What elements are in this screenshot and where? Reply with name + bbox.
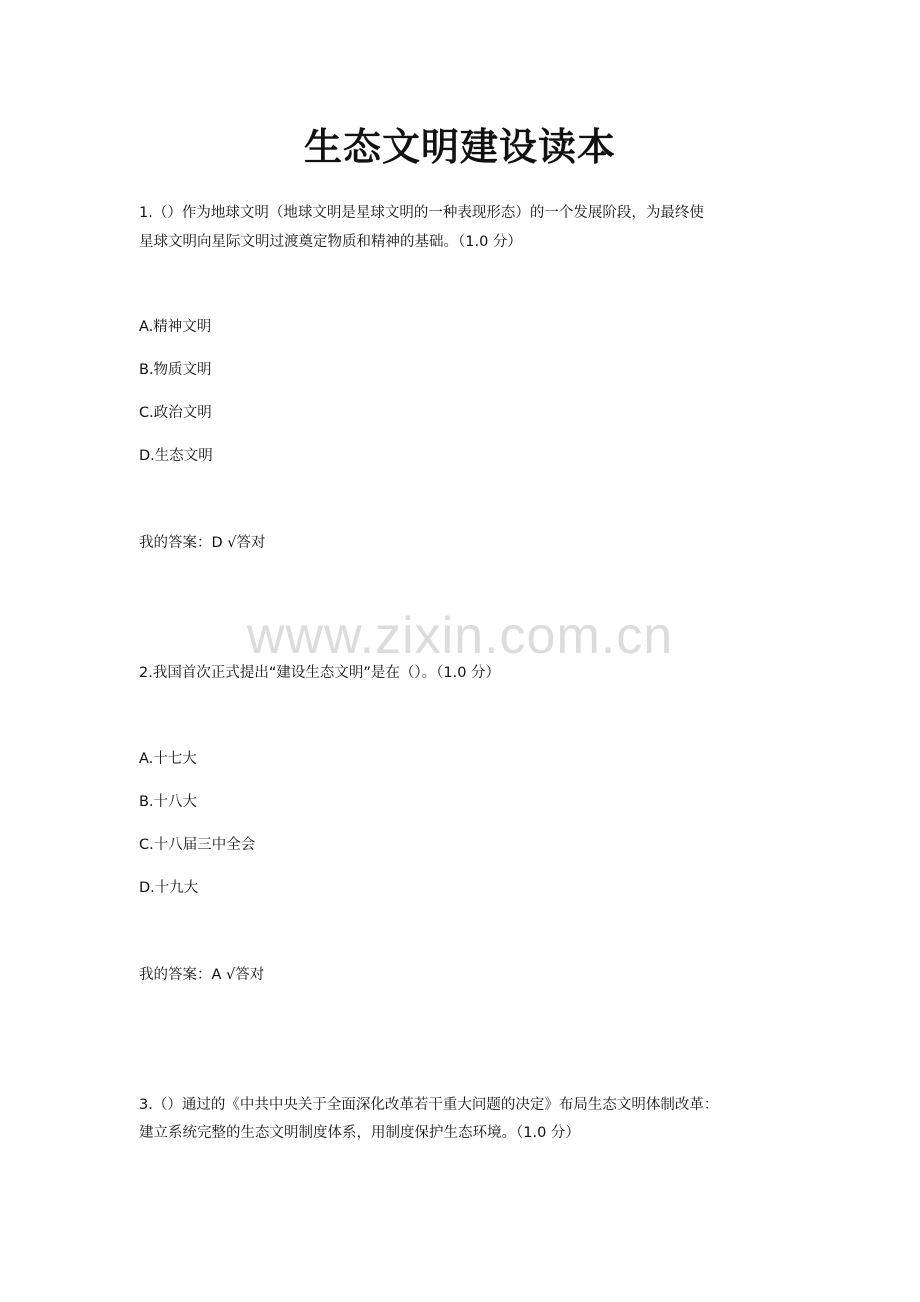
option-c: C.十八届三中全会 — [139, 837, 256, 853]
option-a: A.十七大 — [139, 751, 197, 767]
option-d: D.生态文明 — [139, 448, 213, 464]
question-stem-line: 建立系统完整的生态文明制度体系，用制度保护生态环境。（1.0 分） — [139, 1125, 580, 1141]
option-d: D.十九大 — [139, 880, 199, 896]
question-stem-line: 1.（）作为地球文明（地球文明是星球文明的一种表现形态）的一个发展阶段，为最终使 — [139, 205, 704, 221]
question-stem-line: 2.我国首次正式提出“建设生态文明”是在（）。（1.0 分） — [139, 665, 501, 681]
my-answer: 我的答案：A √答对 — [139, 967, 265, 983]
question-stem-line: 星球文明向星际文明过渡奠定物质和精神的基础。（1.0 分） — [139, 234, 522, 250]
option-b: B.十八大 — [139, 794, 198, 810]
option-a: A.精神文明 — [139, 319, 212, 335]
option-c: C.政治文明 — [139, 405, 212, 421]
option-b: B.物质文明 — [139, 362, 212, 378]
watermark: www.zixin.com.cn — [246, 607, 674, 665]
page-title: 生态文明建设读本 — [303, 124, 616, 169]
my-answer: 我的答案：D √答对 — [139, 535, 266, 551]
question-stem-line: 3.（）通过的《中共中央关于全面深化改革若干重大问题的决定》布局生态文明体制改革： — [139, 1097, 719, 1113]
